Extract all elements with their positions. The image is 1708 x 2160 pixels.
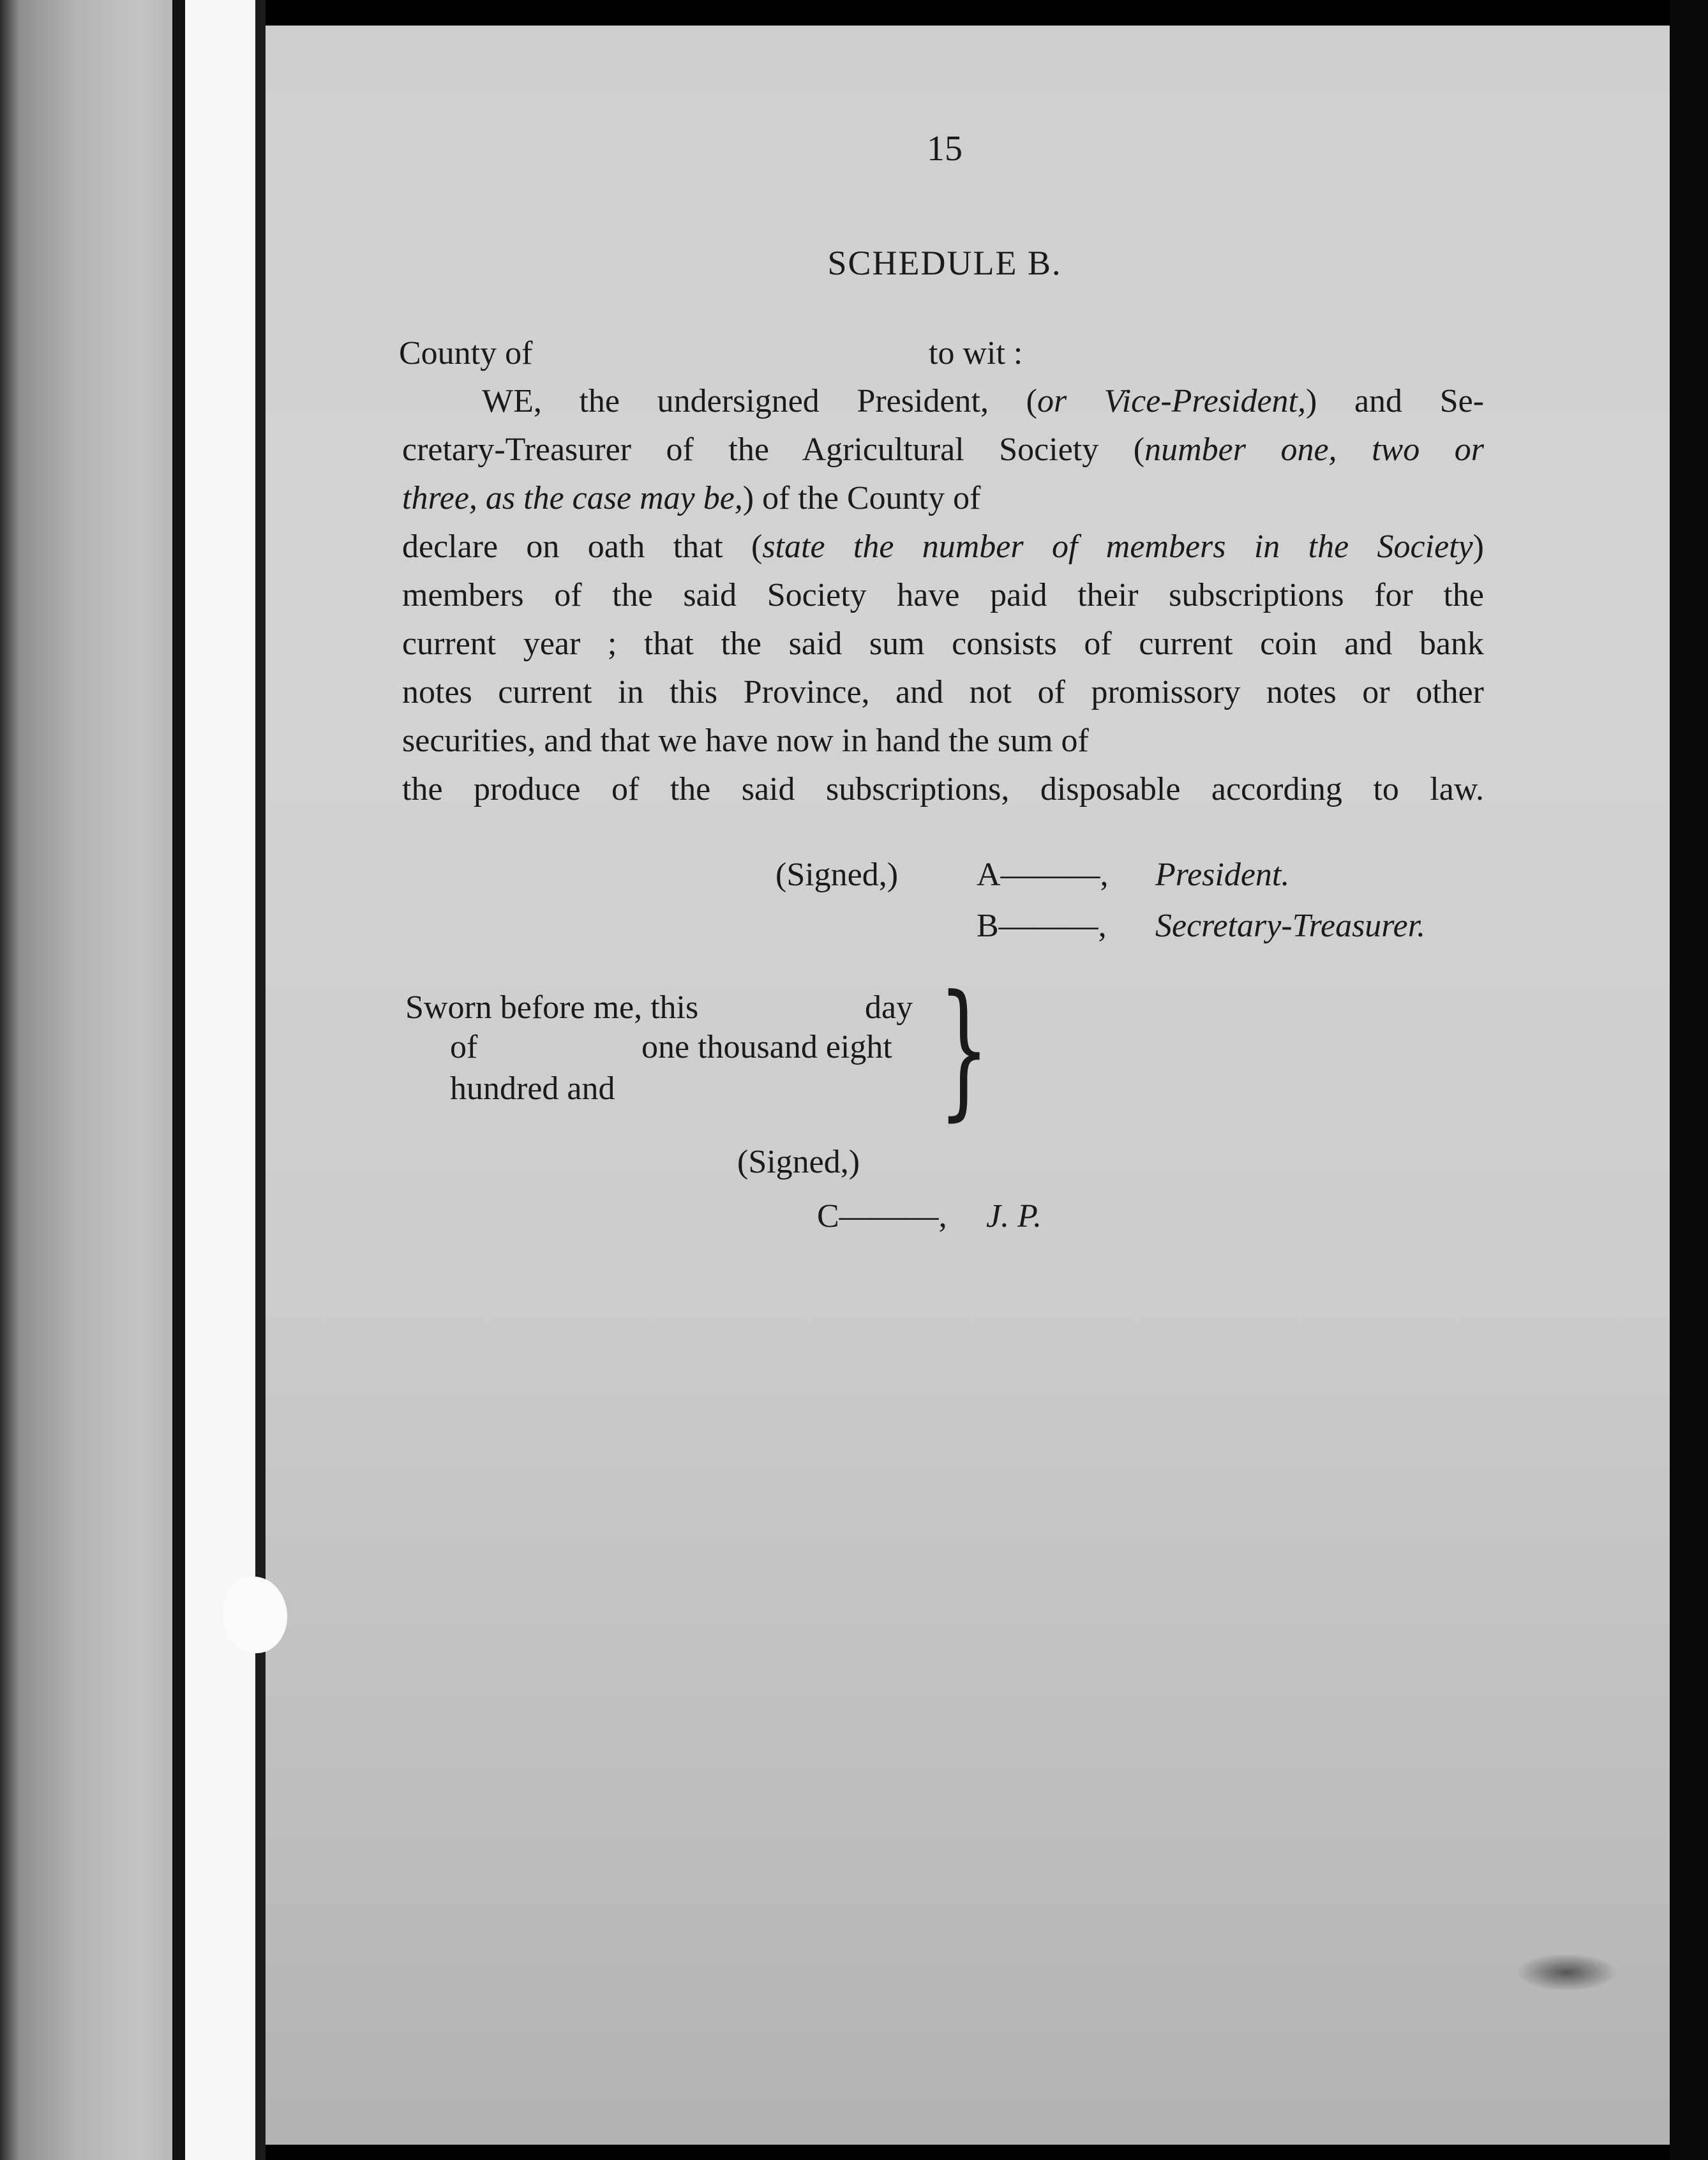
sworn-line-1-right: day [865,989,913,1026]
schedule-heading: SCHEDULE B. [827,244,1062,282]
text-segment: current year ; that the said sum consists of current coin and bank [402,626,1484,662]
to-wit-label: to wit : [929,335,1023,371]
jp-signatory: C———, [817,1198,947,1234]
ink-smudge [1516,1953,1618,1991]
body-line [402,530,1484,564]
binding-line-left [172,0,185,2160]
left-margin-scan [0,0,172,2160]
text-segment: cretary-Treasurer of the Agricultural Society ( [402,431,1145,468]
signed-label: (Signed,) [775,857,899,893]
text-segment: ) of the County of [742,480,981,516]
right-scan-edge [1670,0,1708,2160]
body-line [402,482,980,515]
text-segment: ) [1472,529,1484,565]
sworn-line-1-left: Sworn before me, this [405,989,699,1026]
italic-segment: three, as the case may be, [402,480,743,516]
text-segment: WE, the undersigned President, ( [482,383,1037,419]
page-number: 15 [927,129,963,169]
paper-blotch [223,1577,287,1653]
text-segment: securities, and that we have now in hand the sum of [402,723,1089,759]
signatory-a-title: President. [1155,857,1290,893]
body-line [402,724,1089,758]
body-line [482,385,1484,418]
adjacent-page-strip [185,0,255,2160]
sworn-line-2-right: one thousand eight [641,1029,892,1065]
body-line [402,773,1484,806]
county-label: County of [399,335,533,371]
text-segment: the produce of the said subscriptions, disposable according to law. [402,771,1484,807]
italic-segment: or Vice-President, [1037,383,1307,419]
signatory-b: B———, [977,908,1107,944]
text-segment: declare on oath that ( [402,529,763,565]
jp-title: J. P. [986,1198,1042,1234]
signatory-b-title: Secretary-Treasurer. [1155,908,1426,944]
binding-line-right [255,0,266,2160]
signatory-a: A———, [977,857,1109,893]
body-line [402,433,1484,467]
body-line [402,676,1484,709]
italic-segment: state the number of members in the Society [762,529,1473,565]
text-segment: notes current in this Province, and not of promissory notes or other [402,674,1484,710]
text-segment: members of the said Society have paid their subscriptions for the [402,577,1484,613]
curly-brace: } [938,964,990,1135]
sworn-line-2-left: of [450,1029,478,1065]
body-line [402,627,1484,661]
sworn-line-3: hundred and [450,1070,615,1107]
jp-signed-label: (Signed,) [737,1144,860,1180]
body-line [402,579,1484,612]
italic-segment: number one, two or [1144,431,1484,468]
text-segment: ) and Se- [1306,383,1485,419]
